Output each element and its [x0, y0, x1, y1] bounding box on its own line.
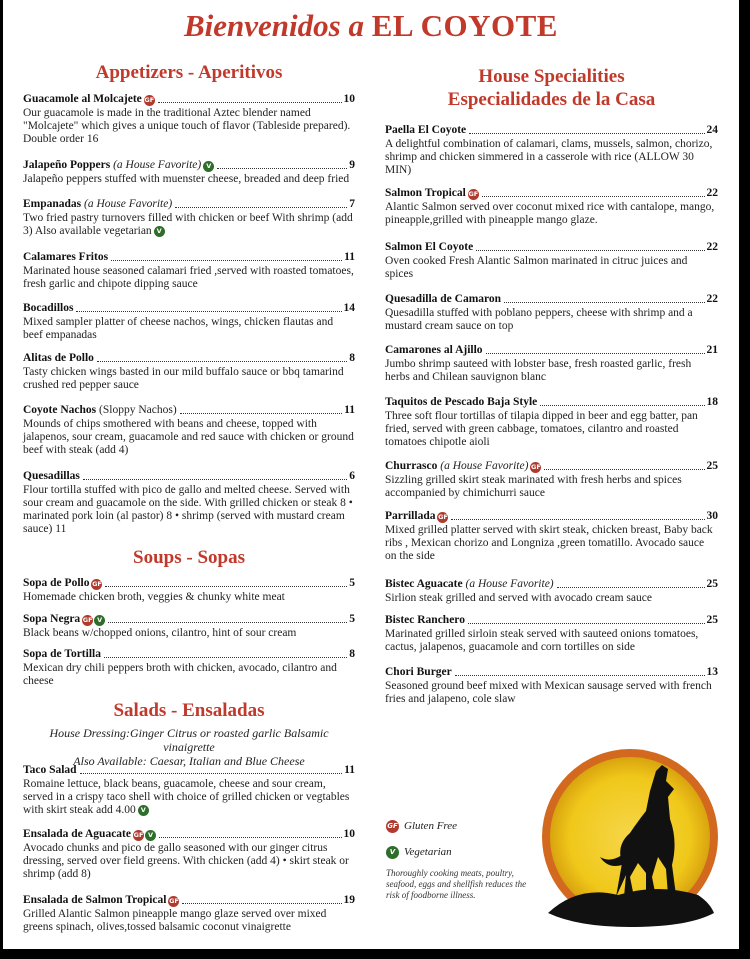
item-description: Mixed grilled platter served with skirt steak, chicken breast, Baby back ribs , Mexican chorizo and Longniza ,green tomatillo. Avocado sauce on the side — [385, 524, 713, 562]
house-specialities-section — [385, 66, 718, 111]
item-description: Mixed sampler platter of cheese nachos, wings, chicken flautas and beef empanadas — [23, 316, 334, 341]
gluten-free-icon: GF — [133, 831, 144, 839]
gluten-free-icon: GF — [169, 897, 179, 905]
gluten-free-icon: GF — [144, 96, 155, 104]
vegetarian-icon: V — [154, 226, 165, 237]
menu-item — [385, 187, 718, 227]
item-note: (Sloppy Nachos) — [99, 404, 177, 416]
item-name: Guacamole al Molcajete — [23, 93, 142, 105]
item-name: Chori Burger — [385, 666, 452, 678]
item-price: 25 — [706, 614, 718, 626]
legend-label: Gluten Free — [404, 820, 458, 832]
item-price: 25 — [706, 460, 718, 472]
item-price: 22 — [706, 293, 718, 305]
item-description: Romaine lettuce, black beans, guacamole, cheese and sour cream, served in a crispy taco shell with choice of grilled chicken or vegtables with skirt steak add 4.00 — [23, 778, 350, 816]
menu-item — [23, 251, 355, 291]
item-price: 14 — [343, 302, 355, 314]
menu-item — [385, 666, 718, 706]
item-price: 24 — [706, 124, 718, 136]
gluten-free-icon: GF — [531, 463, 541, 471]
legend-gluten-free — [386, 820, 457, 833]
also-available-note: Also Available: Caesar, Italian and Blue Cheese — [73, 754, 305, 768]
gluten-free-icon: GF — [92, 580, 102, 588]
item-description: Marinated house seasoned calamari fried ,served with roasted tomatoes, fresh garlic and chipote dipping sauce — [23, 265, 354, 290]
item-description: Oven cooked Fresh Alantic Salmon marinated in citruc juices and spices — [385, 255, 688, 280]
item-name: Jalapeño Poppers — [23, 159, 111, 171]
menu-page — [3, 0, 739, 949]
item-description: Flour tortilla stuffed with pico de gallo and melted cheese. Served with sour cream and guacamole on the side. With grilled chicken or steak 8 • marinated pork loin (al pastor) 8 • shrimp (served with mustard cream sauce) 11 — [23, 484, 353, 535]
item-name: Taquitos de Pescado Baja Style — [385, 396, 538, 408]
howling-coyote-moon-icon — [538, 745, 723, 930]
menu-item — [23, 302, 355, 342]
item-description: Our guacamole is made in the traditional Aztec blender named "Molcajete" which gives a unique touch of flavor (Tableside prepared). Double order 16 — [23, 107, 351, 145]
gluten-free-icon: GF — [468, 190, 479, 198]
title-prefix: Bienvenidos a — [184, 8, 364, 43]
page-title — [3, 8, 739, 44]
menu-item — [385, 614, 718, 654]
item-price: 22 — [706, 187, 718, 199]
item-name: Parrillada — [385, 510, 436, 522]
item-name: Sopa de Pollo — [23, 577, 90, 589]
menu-item — [23, 894, 355, 934]
item-price: 11 — [344, 251, 355, 263]
item-name: Sopa de Tortilla — [23, 648, 101, 660]
item-name: Alitas de Pollo — [23, 352, 94, 364]
menu-item — [385, 510, 718, 563]
item-price: 18 — [706, 396, 718, 408]
vegetarian-icon: V — [386, 846, 399, 859]
item-price: 22 — [706, 241, 718, 253]
item-description: Sirlion steak grilled and served with avocado cream sauce — [385, 592, 652, 604]
item-name: Sopa Negra — [23, 613, 81, 625]
item-name: Salmon El Coyote — [385, 241, 474, 253]
item-description: Jumbo shrimp sauteed with lobster base, fresh roasted garlic, fresh herbs and Chilean sauvignon blanc — [385, 358, 692, 383]
title-brand: EL COYOTE — [371, 8, 558, 43]
appetizers-heading: Appetizers - Aperitivos — [95, 62, 283, 83]
vegetarian-icon: V — [138, 805, 149, 816]
item-name: Paella El Coyote — [385, 124, 467, 136]
item-note: (a House Favorite) — [440, 460, 529, 472]
item-description: Tasty chicken wings basted in our mild buffalo sauce or bbq tamarind crushed red pepper sauce — [23, 366, 344, 391]
item-description: Marinated grilled sirloin steak served with sauteed onions tomatoes, cactus, jalapenos, guacamole and corn tortilles on side — [385, 628, 699, 653]
menu-item — [23, 352, 355, 392]
item-price: 11 — [344, 404, 355, 416]
house-heading-es: Especialidades de la Casa — [447, 89, 656, 110]
menu-item — [23, 93, 355, 146]
house-heading-en: House Specialities — [478, 66, 625, 87]
menu-item — [23, 764, 355, 817]
item-name: Coyote Nachos — [23, 404, 97, 416]
item-name: Empanadas — [23, 198, 82, 210]
legend-label: Vegetarian — [404, 846, 452, 858]
item-price: 11 — [344, 764, 355, 776]
item-description: Black beans w/chopped onions, cilantro, hint of sour cream — [23, 627, 297, 639]
item-price: 7 — [349, 198, 355, 210]
item-description: Three soft flour tortillas of tilapia dipped in beer and egg batter, pan fried, served with green cabbage, tomatoes, cilantro and roasted tomatoes chipotle aioli — [385, 410, 698, 448]
soups-section — [23, 547, 355, 569]
item-description: Sizzling grilled skirt steak marinated with fresh herbs and spices accompanied by chimichurri sauce — [385, 474, 682, 499]
menu-item — [23, 470, 355, 536]
menu-item — [23, 198, 355, 238]
item-price: 5 — [349, 613, 355, 625]
item-name: Ensalada de Salmon Tropical — [23, 894, 167, 906]
menu-item — [385, 124, 718, 177]
item-description: Mounds of chips smothered with beans and cheese, topped with jalapenos, sour cream, guacamole and red sauce with chicken or ground beef with steak (add 4) — [23, 418, 354, 456]
item-name: Salmon Tropical — [385, 187, 466, 199]
menu-item — [385, 293, 718, 333]
gluten-free-icon: GF — [386, 820, 399, 833]
item-name: Bistec Ranchero — [385, 614, 465, 626]
item-price: 13 — [706, 666, 718, 678]
item-description: Alantic Salmon served over coconut mixed rice with cantalope, mango, pineapple,grilled with pineapple mango glaze. — [385, 201, 715, 226]
item-price: 19 — [343, 894, 355, 906]
vegetarian-icon: V — [145, 830, 156, 841]
item-name: Camarones al Ajillo — [385, 344, 483, 356]
item-name: Quesadilla de Camaron — [385, 293, 502, 305]
appetizers-section — [23, 62, 355, 84]
item-name: Taco Salad — [23, 764, 77, 776]
item-description: Grilled Alantic Salmon pineapple mango glaze served over mixed greens spinach, olives,tossed balsamic coconut vinaigrette — [23, 908, 327, 933]
item-price: 5 — [349, 577, 355, 589]
item-description: Quesadilla stuffed with poblano peppers, cheese with shrimp and a mustard cream sauce on top — [385, 307, 693, 332]
item-price: 25 — [706, 578, 718, 590]
menu-item — [385, 396, 718, 449]
menu-item — [23, 828, 355, 881]
menu-item — [385, 460, 718, 500]
salads-heading: Salads - Ensaladas — [113, 700, 265, 721]
item-description: Mexican dry chili peppers broth with chicken, avocado, cilantro and cheese — [23, 662, 337, 687]
item-note: (a House Favorite) — [465, 578, 554, 590]
item-description: Jalapeño peppers stuffed with muenster cheese, breaded and deep fried — [23, 173, 350, 185]
item-description: Two fried pastry turnovers filled with chicken or beef With shrimp (add 3) Also available vegetarian — [23, 212, 353, 237]
item-description: Avocado chunks and pico de gallo seasoned with our ginger citrus dressing, served over field greens. With chicken (add 4) • skirt steak or shrimp (add 8) — [23, 842, 349, 880]
item-name: Bistec Aguacate — [385, 578, 463, 590]
legend-vegetarian — [386, 846, 452, 859]
gluten-free-icon: GF — [438, 513, 448, 521]
gluten-free-icon: GF — [82, 616, 93, 624]
item-name: Bocadillos — [23, 302, 74, 314]
menu-item — [385, 578, 718, 605]
item-name: Quesadillas — [23, 470, 80, 482]
item-name: Ensalada de Aguacate — [23, 828, 131, 840]
item-note: (a House Favorite) — [113, 159, 202, 171]
item-description: Seasoned ground beef mixed with Mexican sausage served with french fries and jalapeno, cole slaw — [385, 680, 712, 705]
item-price: 21 — [706, 344, 718, 356]
item-description: Homemade chicken broth, veggies & chunky white meat — [23, 591, 285, 603]
menu-item — [385, 241, 718, 281]
food-safety-warning: Thoroughly cooking meats, poultry, seafood, eggs and shellfish reduces the risk of foodborne illness. — [386, 868, 527, 900]
item-name: Churrasco — [385, 460, 438, 472]
item-price: 8 — [349, 352, 355, 364]
menu-item — [385, 344, 718, 384]
dressing-note: House Dressing:Ginger Citrus or roasted garlic Balsamic vinaigrette — [49, 726, 329, 754]
item-price: 30 — [706, 510, 718, 522]
menu-item — [23, 404, 355, 457]
item-price: 10 — [343, 93, 355, 105]
item-price: 6 — [349, 470, 355, 482]
item-price: 8 — [349, 648, 355, 660]
salads-section — [23, 700, 355, 768]
item-name: Calamares Fritos — [23, 251, 109, 263]
soups-heading: Soups - Sopas — [133, 547, 245, 568]
item-description: A delightful combination of calamari, clams, mussels, salmon, chorizo, shrimp and chicken simmered in a casserole with rice (ALLOW 30 MIN) — [385, 138, 713, 176]
menu-item — [23, 613, 355, 640]
item-price: 9 — [349, 159, 355, 171]
menu-item — [23, 577, 355, 604]
menu-item — [23, 648, 355, 688]
vegetarian-icon: V — [94, 615, 105, 626]
item-price: 10 — [343, 828, 355, 840]
item-note: (a House Favorite) — [84, 198, 173, 210]
menu-item — [23, 159, 355, 186]
vegetarian-icon: V — [203, 161, 214, 172]
